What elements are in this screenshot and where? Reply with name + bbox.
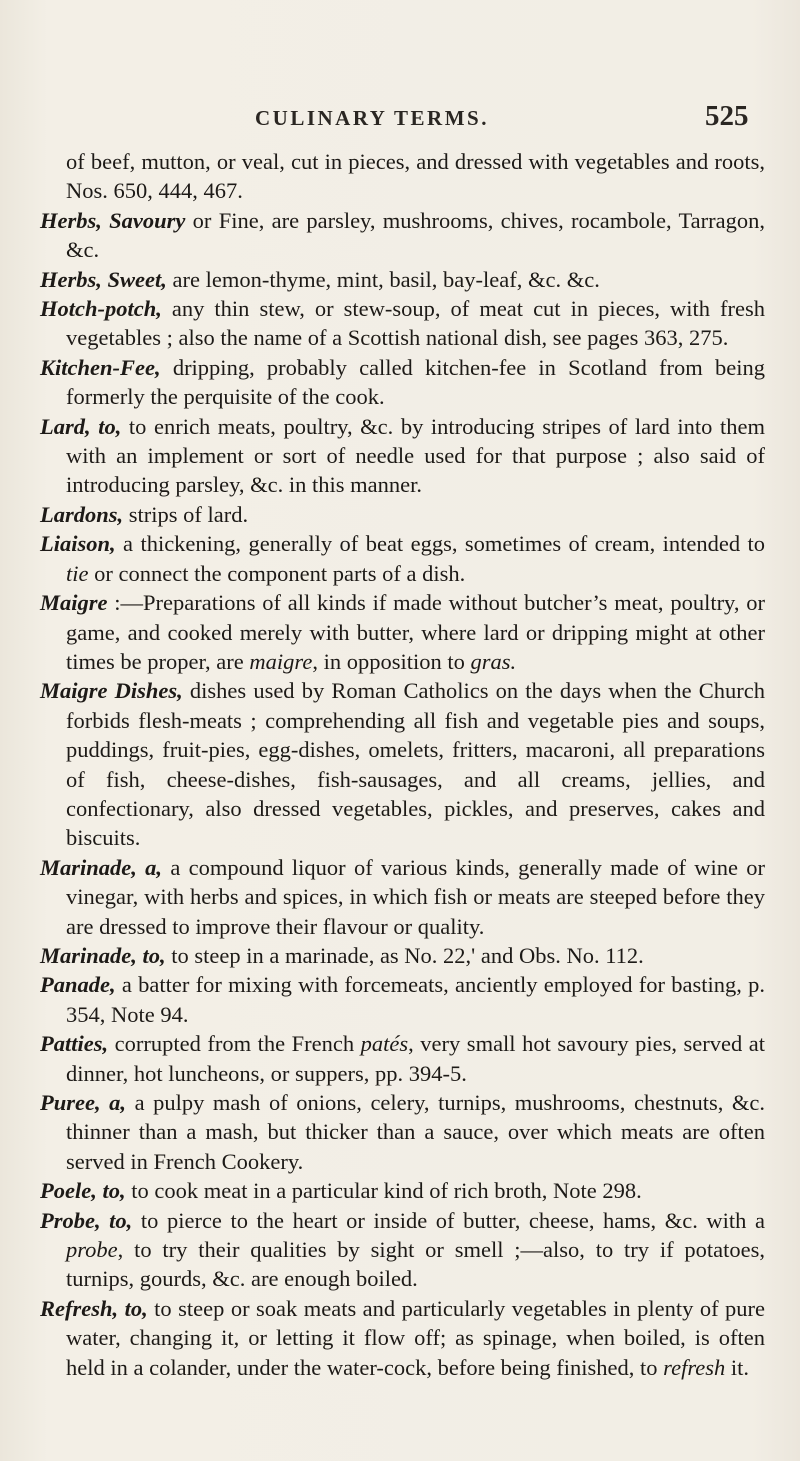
entry-definition: a batter for mixing with forcemeats, anciently employed for basting, p. 354, Note 94. (66, 972, 765, 1027)
glossary-entry (40, 500, 765, 529)
entry-definition: , to try their qualities by sight or smell ;—also, to try if potatoes, turnips, gourds, &c. are enough boiled. (66, 1237, 765, 1292)
entry-definition: , in opposition to (312, 648, 471, 674)
entry-definition: strips of lard. (123, 501, 249, 527)
entry-italic-text: probe (66, 1237, 118, 1263)
entry-italic-text: gras. (470, 648, 517, 674)
glossary-entry (40, 147, 765, 206)
entry-definition: or connect the component parts of a dish. (88, 560, 466, 586)
glossary-entry (40, 1029, 765, 1088)
entry-term: Lardons, (40, 501, 124, 527)
entry-definition: to enrich meats, poultry, &c. by introducing stripes of lard into them with an implement or sort of needle used for that purpose ; also said of introducing parsley, &c. in this manner. (66, 413, 765, 498)
entry-term: Probe, to, (40, 1207, 133, 1233)
glossary-entry (40, 294, 765, 353)
entry-definition: , very small hot savoury pies, served at dinner, hot luncheons, or suppers, pp. 394-5. (66, 1031, 765, 1086)
entry-definition: dishes used by Roman Catholics on the days when the Church forbids flesh-meats ; comprehending all fish and vegetable pies and soups, puddings, fruit-pies, egg-dishes, omelets, fritters, macaroni, all preparations of fish, cheese-dishes, fish-sausages, and all creams, jellies, and confectionary, also dressed vegetables, pickles, and preserves, cakes and biscuits. (66, 678, 765, 851)
glossary-entry (40, 676, 765, 852)
entry-term: Poele, to, (40, 1178, 126, 1204)
entry-term: Panade, (40, 972, 116, 998)
glossary-entry (40, 941, 765, 970)
entry-definition: it. (725, 1354, 750, 1380)
glossary-entry (40, 1206, 765, 1294)
entry-definition: to steep in a marinade, as No. 22,' and Obs. No. 112. (165, 942, 644, 968)
entry-term: Patties, (40, 1031, 109, 1057)
glossary-entry (40, 853, 765, 941)
entry-definition: of beef, mutton, or veal, cut in pieces, and dressed with vegetables and roots, Nos. 650, 444, 467. (66, 149, 765, 204)
entry-term: Marinade, a, (40, 854, 163, 880)
entry-definition: a compound liquor of various kinds, generally made of wine or vinegar, with herbs and spices, in which fish or meats are steeped before they are dressed to improve their flavour or quality. (66, 854, 766, 939)
entry-term: Herbs, Sweet, (40, 266, 167, 292)
entry-definition: :—Preparations of all kinds if made without butcher’s meat, poultry, or game, and cooked merely with butter, where lard or dripping might at other times be proper, are (66, 590, 765, 674)
entry-term: Maigre Dishes, (40, 678, 183, 704)
glossary-entry (40, 412, 765, 500)
entry-term: Marinade, to, (40, 942, 166, 968)
running-head: CULINARY TERMS. (255, 106, 489, 130)
glossary-entry (40, 265, 765, 294)
entry-term: Hotch-potch, (40, 296, 162, 322)
entry-term: Kitchen-Fee, (40, 354, 161, 380)
entry-italic-text: maigre (249, 648, 313, 674)
glossary-entries (40, 147, 765, 1382)
glossary-entry (40, 1294, 765, 1382)
page-number: 525 (705, 100, 749, 132)
page-header (0, 100, 800, 140)
entry-term: Lard, to, (40, 413, 122, 439)
entry-definition: to pierce to the heart or inside of butter, cheese, hams, &c. with a (132, 1207, 765, 1233)
entry-term: Puree, a, (40, 1090, 127, 1115)
entry-italic-text: tie (66, 560, 89, 586)
entry-term: Herbs, Savoury (40, 207, 186, 233)
entry-definition: or Fine, are parsley, mushrooms, chives, rocambole, Tarragon, &c. (66, 207, 765, 263)
glossary-entry (40, 970, 765, 1029)
entry-definition: any thin stew, or stew-soup, of meat cut in pieces, with fresh vegetables ; also the name of a Scottish national dish, see pages 363, 275. (66, 296, 765, 351)
entry-italic-text: refresh (663, 1354, 726, 1380)
entry-term: Refresh, to, (40, 1295, 148, 1321)
glossary-entry (40, 1088, 765, 1176)
entry-italic-text: patés (360, 1031, 409, 1057)
entry-definition: dripping, probably called kitchen-fee in Scotland from being formerly the perquisite of the cook. (66, 354, 765, 410)
glossary-entry (40, 1176, 765, 1205)
entry-definition: a thickening, generally of beat eggs, sometimes of cream, intended to (115, 531, 765, 557)
entry-definition: are lemon-thyme, mint, basil, bay-leaf, &c. &c. (166, 266, 600, 292)
entry-definition: to cook meat in a particular kind of rich broth, Note 298. (125, 1178, 642, 1204)
entry-term: Maigre (40, 590, 108, 616)
entry-definition: to steep or soak meats and particularly vegetables in plenty of pure water, changing it, or letting it flow off; as spinage, when boiled, is often held in a colander, under the water-cock, before being finished, to (66, 1295, 766, 1380)
glossary-entry (40, 588, 765, 676)
entry-term: Liaison, (40, 531, 116, 557)
glossary-entry (40, 206, 765, 265)
glossary-entry (40, 353, 765, 412)
glossary-entry (40, 529, 765, 588)
entry-definition: corrupted from the French (108, 1031, 361, 1057)
entry-definition: a pulpy mash of onions, celery, turnips, mushrooms, chestnuts, &c. thinner than a mash, but thicker than a sauce, over which meats are often served in French Cookery. (66, 1090, 765, 1174)
